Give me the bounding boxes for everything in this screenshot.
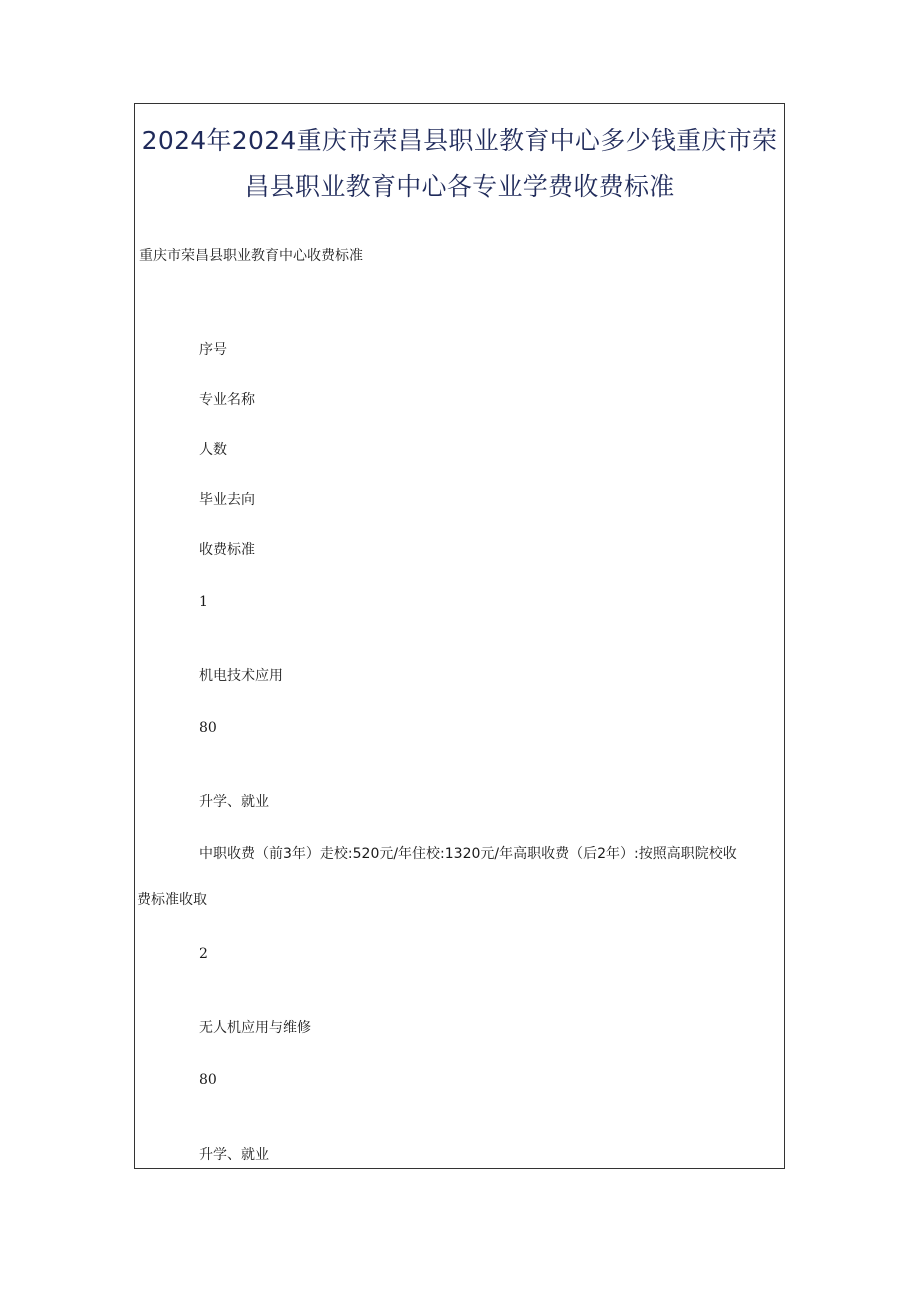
header-destination: 毕业去向	[199, 492, 255, 508]
row-1-index: 1	[199, 594, 208, 610]
row-2-count: 80	[199, 1072, 217, 1088]
header-index: 序号	[199, 342, 227, 358]
header-count: 人数	[199, 442, 227, 458]
row-2-major-name: 无人机应用与维修	[199, 1020, 311, 1036]
row-2-index: 2	[199, 946, 208, 962]
document-title: 2024年2024重庆市荣昌县职业教育中心多少钱重庆市荣昌县职业教育中心各专业学费收费标准	[141, 126, 778, 201]
header-major-name: 专业名称	[199, 392, 255, 408]
row-1-major-name: 机电技术应用	[199, 668, 283, 684]
header-fee-standard: 收费标准	[199, 542, 255, 558]
row-1-fee-line-1: 中职收费（前3年）走校:520元/年住校:1320元/年高职收费（后2年）:按照高职院校收	[199, 846, 737, 862]
row-1-count: 80	[199, 720, 217, 736]
row-2-destination: 升学、就业	[199, 1147, 269, 1163]
row-1-destination: 升学、就业	[199, 794, 269, 810]
row-1-fee-line-2: 费标准收取	[137, 892, 207, 908]
fee-standard-subtitle: 重庆市荣昌县职业教育中心收费标准	[139, 248, 363, 264]
document-page	[134, 103, 785, 1169]
